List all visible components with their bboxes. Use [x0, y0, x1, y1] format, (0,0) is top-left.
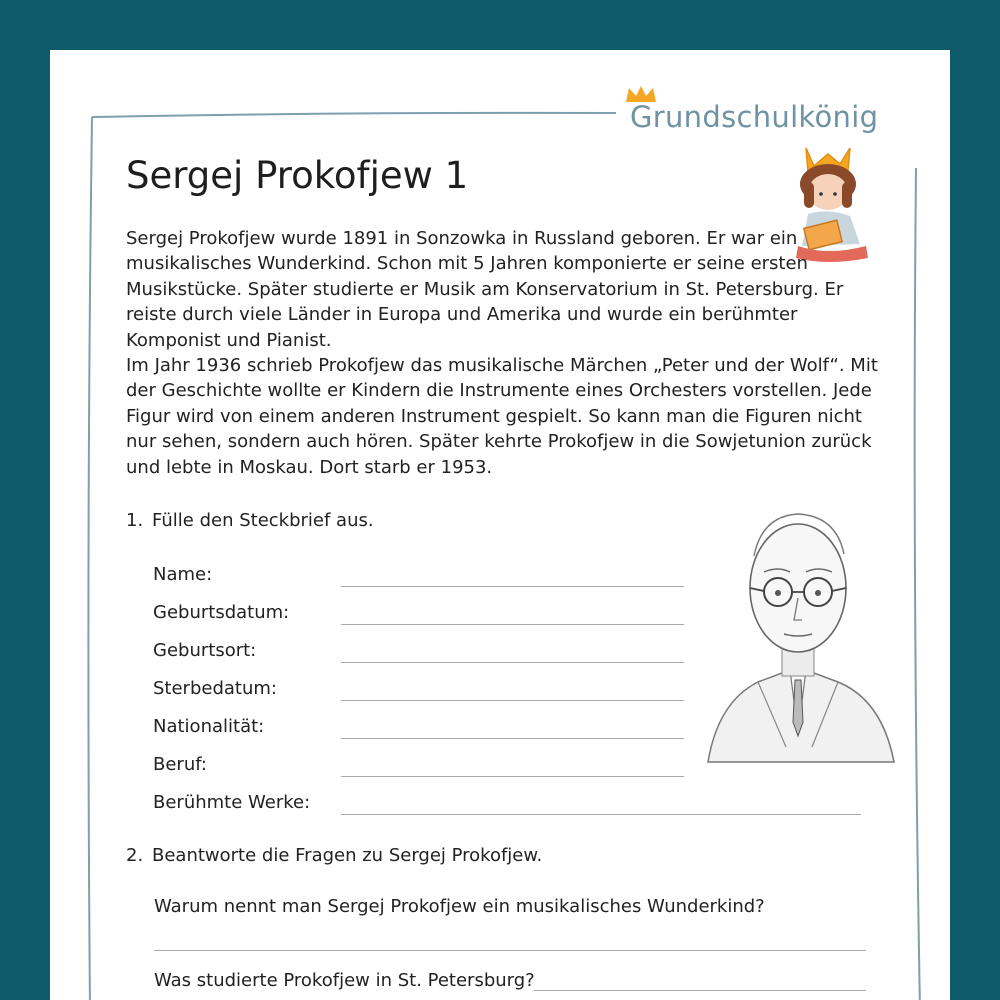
task-1-heading — [126, 510, 374, 531]
composer-portrait — [698, 492, 898, 764]
answer-line-q1[interactable] — [154, 950, 866, 951]
field-label: Geburtsort: — [153, 640, 257, 661]
field-label: Sterbedatum: — [153, 678, 277, 699]
question-1: Warum nennt man Sergej Prokofjew ein musikalisches Wunderkind? — [154, 896, 765, 917]
answer-line[interactable] — [341, 738, 684, 739]
answer-line[interactable] — [341, 700, 684, 701]
answer-line[interactable] — [341, 624, 684, 625]
task-2-heading — [126, 845, 542, 866]
worksheet-page — [50, 50, 950, 1000]
field-label: Nationalität: — [153, 716, 265, 737]
answer-line[interactable] — [341, 814, 861, 815]
field-label: Geburtsdatum: — [153, 602, 290, 623]
answer-line-q2[interactable] — [534, 990, 866, 991]
intro-text — [126, 226, 882, 480]
field-label: Berühmte Werke: — [153, 792, 311, 813]
task-1-number: 1. — [126, 510, 144, 531]
question-2: Was studierte Prokofjew in St. Petersburg? — [154, 970, 535, 991]
brand-logo: Grundschulkönig — [630, 100, 879, 134]
field-label: Beruf: — [153, 754, 207, 775]
task-2-number: 2. — [126, 845, 144, 866]
field-label: Name: — [153, 564, 213, 585]
profile-field-works — [153, 792, 873, 818]
page-title: Sergej Prokofjew 1 — [126, 154, 469, 197]
intro-paragraph-1: Sergej Prokofjew wurde 1891 in Sonzowka in Russland geboren. Er war ein musikalisches Wunderkind. Schon mit 5 Jahren komponierte er seine ersten Musikstücke. Später studierte er Musik am Konservatorium in St. Petersburg. Er reiste durch viele Länder in Europa und Amerika und wurde ein berühmter Komponist und Pianist. — [126, 228, 844, 351]
task-1-instruction: Fülle den Steckbrief aus. — [152, 510, 374, 531]
intro-paragraph-2: Im Jahr 1936 schrieb Prokofjew das musikalische Märchen „Peter und der Wolf“. Mit der Geschichte wollte er Kindern die Instrumente eines Orchesters vorstellen. Jede Figur wird von einem anderen Instrument gespielt. So kann man die Figuren nicht nur sehen, sondern auch hören. Später kehrte Prokofjew in die Sowjetunion zurück und lebte in Moskau. Dort starb er 1953. — [126, 355, 878, 478]
answer-line[interactable] — [341, 662, 684, 663]
answer-line[interactable] — [341, 776, 684, 777]
task-2-instruction: Beantworte die Fragen zu Sergej Prokofjew. — [152, 845, 543, 866]
answer-line[interactable] — [341, 586, 684, 587]
